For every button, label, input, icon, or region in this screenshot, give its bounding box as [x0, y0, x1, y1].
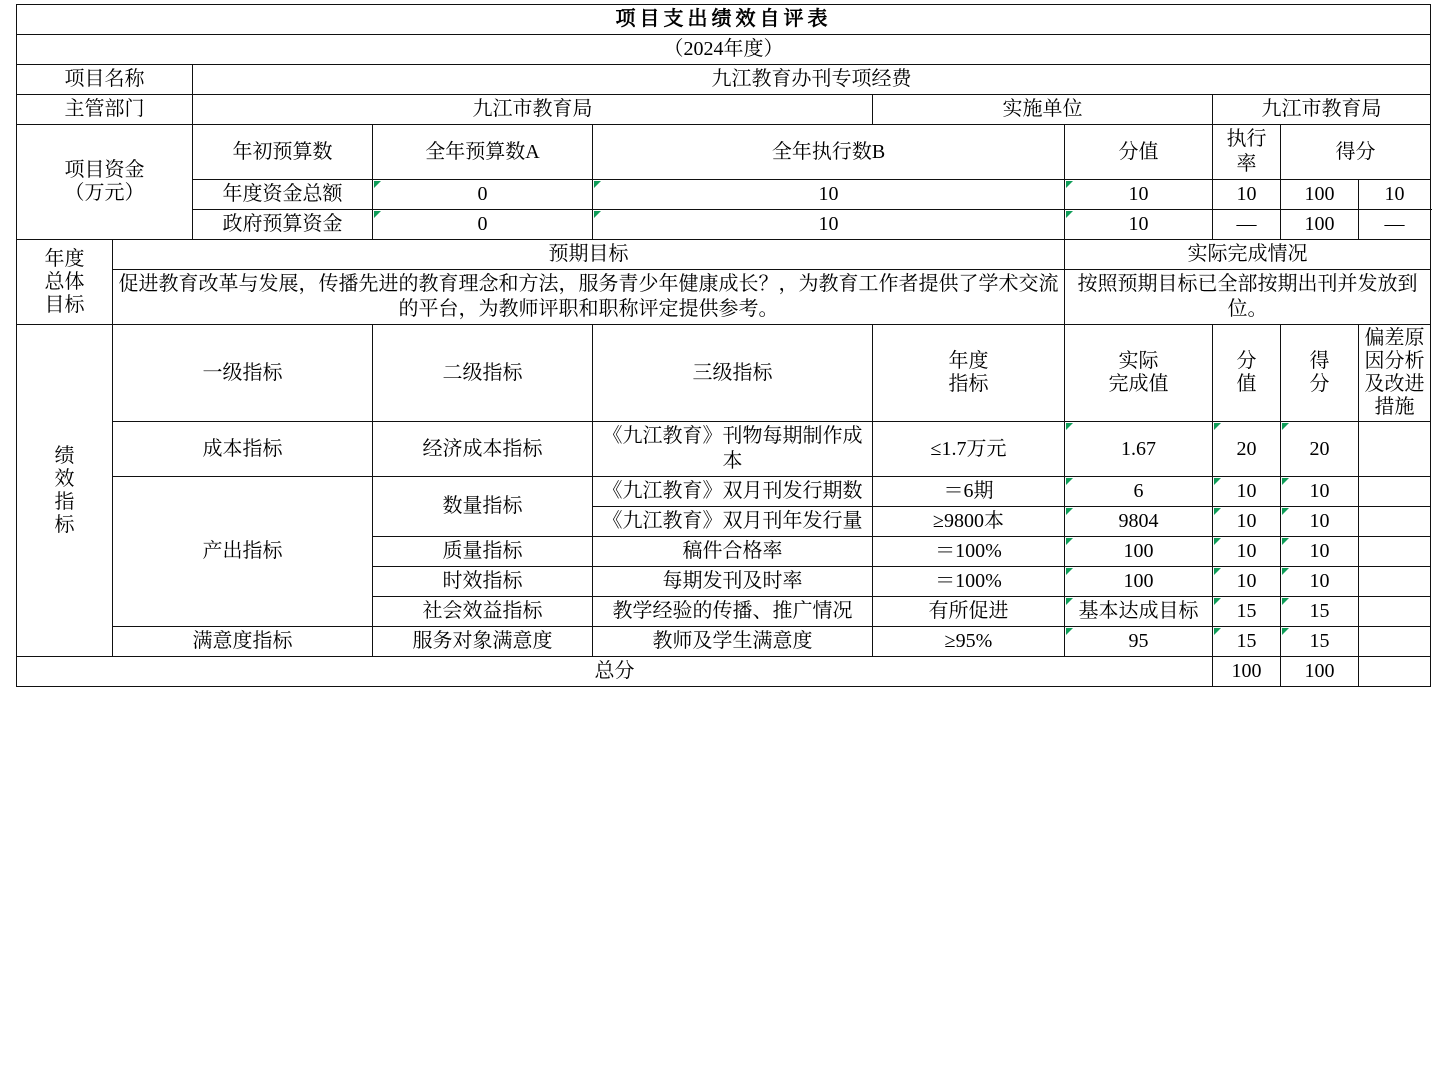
indicator-header-annual-line1: 年度	[948, 350, 989, 372]
indicator-deviation-3	[1359, 537, 1431, 567]
indicator-annual-5: 有所促进	[873, 597, 1065, 627]
subtitle-row	[17, 35, 1431, 65]
indicator-actual-1: 6	[1065, 477, 1213, 507]
indicator-header-annual-line2: 指标	[948, 373, 989, 395]
indicator-level1-1: 产出指标	[113, 477, 373, 627]
funds-exec-rate-1: 100	[1281, 210, 1359, 240]
actual-result-text: 按照预期目标已全部按期出刊并发放到位。	[1065, 270, 1431, 325]
total-score-value: 100	[1213, 657, 1281, 687]
indicator-level1-6: 满意度指标	[113, 627, 373, 657]
indicator-score-6: 15	[1281, 627, 1359, 657]
indicator-level2-0: 经济成本指标	[373, 422, 593, 477]
indicator-level2-6: 服务对象满意度	[373, 627, 593, 657]
department-row	[17, 95, 1431, 125]
funds-header-row	[17, 125, 1431, 180]
overall-goal-label-line2: 总体	[44, 270, 85, 293]
project-funds-label-line1: 项目资金	[64, 159, 145, 181]
funds-begin-budget-1: 0	[373, 210, 593, 240]
project-funds-label-line2: （万元）	[64, 182, 145, 204]
department-value: 九江市教育局	[193, 95, 873, 125]
indicator-score-value-2: 10	[1213, 507, 1281, 537]
indicator-header-level1: 一级指标	[113, 325, 373, 422]
indicator-deviation-0	[1359, 422, 1431, 477]
funds-score-1: —	[1359, 210, 1431, 240]
funds-score-value-1: —	[1213, 210, 1281, 240]
overall-goal-label-line3: 目标	[44, 293, 85, 316]
indicator-header-score-line2: 分	[1309, 373, 1330, 395]
indicator-header-score	[1281, 325, 1359, 422]
overall-goal-label	[17, 240, 113, 325]
indicator-deviation-5	[1359, 597, 1431, 627]
funds-row-government	[17, 210, 1431, 240]
funds-exec-rate-0: 100	[1281, 180, 1359, 210]
indicator-actual-5	[1065, 597, 1213, 627]
funds-year-exec-0: 10	[1065, 180, 1213, 210]
indicator-level2-5: 社会效益指标	[373, 597, 593, 627]
indicator-score-value-4: 10	[1213, 567, 1281, 597]
indicator-score-value-3: 10	[1213, 537, 1281, 567]
funds-row-total	[17, 180, 1431, 210]
indicator-level1-0: 成本指标	[113, 422, 373, 477]
indicator-level3-0: 《九江教育》刊物每期制作成本	[593, 422, 873, 477]
indicator-actual-2: 9804	[1065, 507, 1213, 537]
page-subtitle: （2024年度）	[17, 35, 1431, 65]
funds-header-year-budget: 全年预算数A	[373, 125, 593, 180]
indicator-header-score-value	[1213, 325, 1281, 422]
title-row	[17, 5, 1431, 35]
funds-header-score: 得分	[1281, 125, 1431, 180]
total-deviation	[1359, 657, 1431, 687]
indicator-score-value-6: 15	[1213, 627, 1281, 657]
implementation-unit-label: 实施单位	[873, 95, 1213, 125]
indicator-score-value-1: 10	[1213, 477, 1281, 507]
indicator-score-0: 20	[1281, 422, 1359, 477]
indicator-annual-4: ＝100%	[873, 567, 1065, 597]
indicator-level2-1: 数量指标	[373, 477, 593, 537]
funds-year-budget-1: 10	[593, 210, 1065, 240]
page-title: 项目支出绩效自评表	[17, 5, 1431, 35]
indicator-header-score-value-line1: 分	[1236, 350, 1257, 372]
indicator-level3-5: 教学经验的传播、推广情况	[593, 597, 873, 627]
indicator-level2-3: 质量指标	[373, 537, 593, 567]
overall-goal-header-row	[17, 240, 1431, 270]
performance-indicator-label	[17, 325, 113, 657]
indicator-score-4: 10	[1281, 567, 1359, 597]
indicator-annual-2: ≥9800本	[873, 507, 1065, 537]
overall-goal-label-line1: 年度	[44, 247, 85, 270]
implementation-unit-value: 九江市教育局	[1213, 95, 1431, 125]
table-row	[17, 627, 1431, 657]
total-label: 总分	[17, 657, 1213, 687]
indicator-score-3: 10	[1281, 537, 1359, 567]
indicator-header-score-value-line2: 值	[1236, 373, 1257, 395]
actual-result-header: 实际完成情况	[1065, 240, 1431, 270]
funds-row-label-0: 年度资金总额	[193, 180, 373, 210]
overall-goal-body-row	[17, 270, 1431, 325]
indicator-level3-2: 《九江教育》双月刊年发行量	[593, 507, 873, 537]
project-funds-label	[17, 125, 193, 240]
funds-year-exec-1: 10	[1065, 210, 1213, 240]
funds-header-exec-rate: 执行率	[1213, 125, 1281, 180]
expected-goal-header: 预期目标	[113, 240, 1065, 270]
indicator-score-value-5: 15	[1213, 597, 1281, 627]
indicator-annual-3: ＝100%	[873, 537, 1065, 567]
performance-self-evaluation-table	[16, 4, 1431, 687]
indicator-header-actual-line1: 实际	[1118, 350, 1159, 372]
funds-begin-budget-0: 0	[373, 180, 593, 210]
indicator-actual-0: 1.67	[1065, 422, 1213, 477]
department-label: 主管部门	[17, 95, 193, 125]
table-row	[17, 422, 1431, 477]
performance-indicator-label-line3: 指	[54, 490, 75, 513]
indicator-score-1: 10	[1281, 477, 1359, 507]
performance-indicator-label-line2: 效	[54, 467, 75, 490]
indicator-level3-4: 每期发刊及时率	[593, 567, 873, 597]
indicator-header-actual-line2: 完成值	[1108, 373, 1169, 395]
indicator-header-annual	[873, 325, 1065, 422]
expected-goal-text: 促进教育改革与发展，传播先进的教育理念和方法，服务青少年健康成长？，为教育工作者提供了学术交流的平台，为教师评职和职称评定提供参考。	[113, 270, 1065, 325]
funds-year-budget-0: 10	[593, 180, 1065, 210]
indicator-actual-4: 100	[1065, 567, 1213, 597]
indicator-deviation-2	[1359, 507, 1431, 537]
performance-indicator-label-line4: 标	[54, 513, 75, 536]
total-row	[17, 657, 1431, 687]
indicator-score-2: 10	[1281, 507, 1359, 537]
indicator-score-value-0: 20	[1213, 422, 1281, 477]
project-name-row	[17, 65, 1431, 95]
indicator-header-row	[17, 325, 1431, 422]
indicator-actual-3: 100	[1065, 537, 1213, 567]
project-name-value: 九江教育办刊专项经费	[193, 65, 1431, 95]
indicator-score-5: 15	[1281, 597, 1359, 627]
indicator-actual-6: 95	[1065, 627, 1213, 657]
total-score: 100	[1281, 657, 1359, 687]
indicator-level3-3: 稿件合格率	[593, 537, 873, 567]
funds-row-label-1: 政府预算资金	[193, 210, 373, 240]
funds-header-begin-budget: 年初预算数	[193, 125, 373, 180]
indicator-header-deviation-line2: 及改进措施	[1364, 373, 1425, 418]
indicator-annual-0: ≤1.7万元	[873, 422, 1065, 477]
indicator-level3-6: 教师及学生满意度	[593, 627, 873, 657]
funds-score-0: 10	[1359, 180, 1431, 210]
project-name-label: 项目名称	[17, 65, 193, 95]
indicator-header-actual	[1065, 325, 1213, 422]
indicator-deviation-1	[1359, 477, 1431, 507]
indicator-header-level2: 二级指标	[373, 325, 593, 422]
table-row	[17, 477, 1431, 507]
indicator-header-deviation-line1: 偏差原因分析	[1364, 327, 1425, 372]
indicator-header-deviation	[1359, 325, 1431, 422]
indicator-deviation-6	[1359, 627, 1431, 657]
indicator-deviation-4	[1359, 567, 1431, 597]
indicator-actual-5-text: 基本达成目标	[1078, 600, 1199, 622]
indicator-level3-1: 《九江教育》双月刊发行期数	[593, 477, 873, 507]
indicator-header-score-line1: 得	[1309, 350, 1330, 372]
indicator-header-level3: 三级指标	[593, 325, 873, 422]
indicator-annual-1: ＝6期	[873, 477, 1065, 507]
performance-indicator-label-line1: 绩	[54, 444, 75, 467]
indicator-level2-4: 时效指标	[373, 567, 593, 597]
indicator-annual-6: ≥95%	[873, 627, 1065, 657]
funds-score-value-0: 10	[1213, 180, 1281, 210]
funds-header-score-value: 分值	[1065, 125, 1213, 180]
funds-header-year-exec: 全年执行数B	[593, 125, 1065, 180]
